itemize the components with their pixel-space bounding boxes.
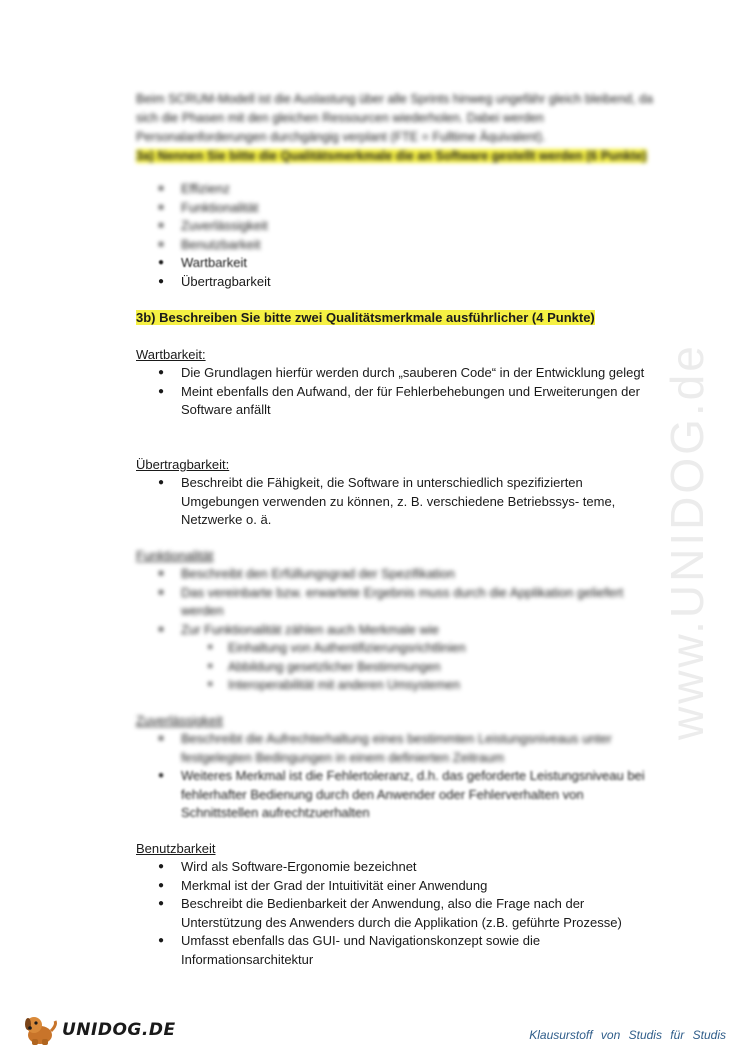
list-item: ● Zuverlässigkeit bbox=[136, 217, 661, 236]
list-item: ● Zur Funktionalität zählen auch Merkmale wie bbox=[136, 621, 661, 640]
sub-list-item: ■ Abbildung gesetzlicher Bestimmungen bbox=[136, 658, 661, 677]
section-title: Funktionalität bbox=[136, 548, 214, 563]
intro-section bbox=[136, 90, 656, 166]
logo-text: UNIDOG.DE bbox=[62, 1020, 176, 1040]
sub-list-item: ■ Einhaltung von Authentifizierungsrichtlinien bbox=[136, 639, 661, 658]
question-3a: 3a) Nennen Sie bitte die Qualitätsmerkmale die an Software gestellt werden (6 Punkte) bbox=[136, 149, 647, 163]
list-item: ● Beschreibt die Aufrechterhaltung eines bestimmten Leistungsniveaus unter festgelegten Bedingungen in einem definierten Zeitraum bbox=[136, 730, 661, 767]
section-zuverlaessigkeit bbox=[136, 712, 661, 823]
section-title: Wartbarkeit: bbox=[136, 347, 206, 362]
list-item: ● Umfasst ebenfalls das GUI- und Navigationskonzept sowie die Informationsarchitektur bbox=[136, 932, 661, 969]
section-uebertragbarkeit bbox=[136, 456, 661, 530]
list-item: ● Weiteres Merkmal ist die Fehlertoleranz, d.h. das geforderte Leistungsniveau bei fehlerhafter Bedienung durch den Anwender oder Fehlerverhalten von Schnittstellen aufrechtzuerhalten bbox=[136, 767, 661, 823]
list-item: ● Meint ebenfalls den Aufwand, der für Fehlerbehebungen und Erweiterungen der Software anfällt bbox=[136, 383, 661, 420]
section-title: Benutzbarkeit bbox=[136, 841, 216, 856]
list-item: ● Das vereinbarte bzw. erwartete Ergebnis muss durch die Applikation geliefert werden bbox=[136, 584, 661, 621]
list-item: ● Übertragbarkeit bbox=[136, 273, 661, 292]
section-funktionalitaet bbox=[136, 547, 661, 695]
list-item: ● Beschreibt den Erfüllungsgrad der Spezifikation bbox=[136, 565, 661, 584]
list-item: ● Beschreibt die Fähigkeit, die Software in unterschiedlich spezifizierten Umgebungen verwenden zu können, z. B. verschiedene Betriebssys- teme, Netzwerke o. ä. bbox=[136, 474, 661, 530]
list-3a bbox=[136, 180, 661, 291]
list-item: ● Beschreibt die Bedienbarkeit der Anwendung, also die Frage nach der Unterstützung des Anwenders durch die Applikation (z.B. geführte Prozesse) bbox=[136, 895, 661, 932]
list-item: ● Effizienz bbox=[136, 180, 661, 199]
list-item: ● Merkmal ist der Grad der Intuitivität einer Anwendung bbox=[136, 877, 661, 896]
question-3b: 3b) Beschreiben Sie bitte zwei Qualitätsmerkmale ausführlicher (4 Punkte) bbox=[136, 310, 595, 325]
footer-logo[interactable] bbox=[22, 1012, 176, 1048]
section-wartbarkeit bbox=[136, 346, 661, 420]
section-title: Übertragbarkeit: bbox=[136, 457, 230, 472]
watermark: www.UNIDOG.de bbox=[661, 343, 713, 740]
list-item: ● Wird als Software-Ergonomie bezeichnet bbox=[136, 858, 661, 877]
section-title: Zuverlässigkeit bbox=[136, 713, 223, 728]
list-item: ● Wartbarkeit bbox=[136, 254, 661, 273]
sub-list-item: ■ Interoperabilität mit anderen Umsystemen bbox=[136, 676, 661, 695]
dog-icon bbox=[22, 1013, 58, 1047]
list-item: ● Die Grundlagen hierfür werden durch „sauberen Code“ in der Entwicklung gelegt bbox=[136, 364, 661, 383]
list-item: ● Funktionalität bbox=[136, 199, 661, 218]
intro-paragraph: Beim SCRUM-Modell ist die Auslastung über alle Sprints hinweg ungefähr gleich bleibend, da sich die Phasen mit den gleichen Ressourcen wiederholen. Dabei werden Personalanforderungen durchgängig verplant (FTE = Fulltime Äquivalent). bbox=[136, 92, 653, 144]
list-item: ● Benutzbarkeit bbox=[136, 236, 661, 255]
section-benutzbarkeit bbox=[136, 840, 661, 969]
footer-tagline: Klausurstoff von Studis für Studis bbox=[529, 1028, 726, 1042]
